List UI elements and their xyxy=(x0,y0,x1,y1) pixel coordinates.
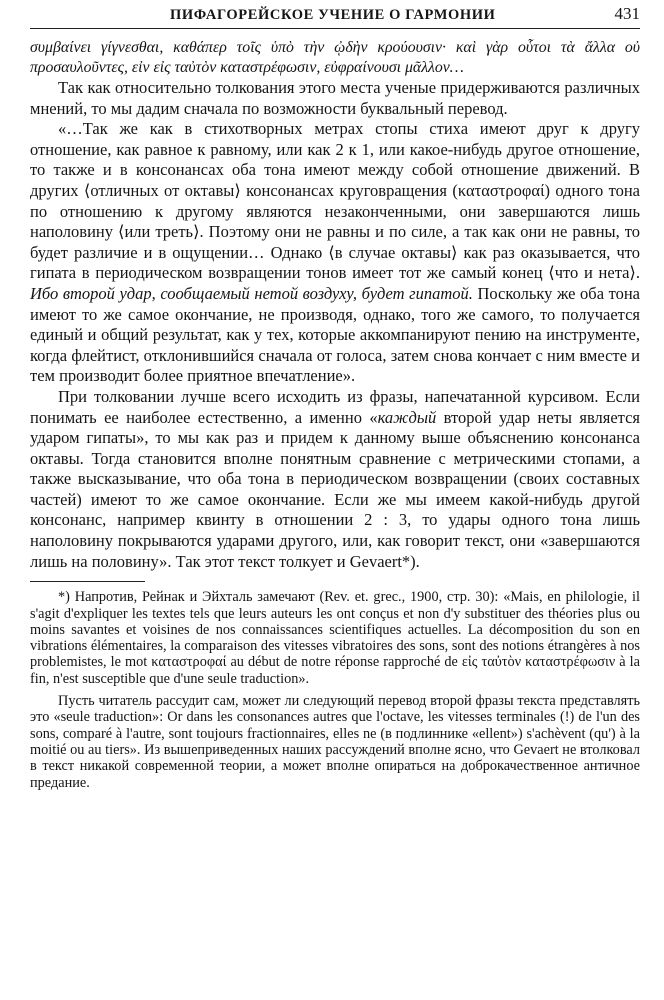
running-header xyxy=(30,2,640,29)
page-body xyxy=(30,38,640,791)
footnote-divider xyxy=(30,581,145,582)
translation-text-start: «…Так же как в стихотворных метрах стопы стиха имеют друг к другу отношение, как равное к равному, или как 2 к 1, или какое-нибудь другое отношение, то также и в консонансах оба тона имеют между собой отношение движений. В других ⟨отличных от октавы⟩ консонансах круговращения (καταστροφαί) одного тона по отношению к другому являются незаконченными, они завершаются лишь наполовину ⟨или треть⟩. Поэтому они не равны и по силе, а так как они не равны, то будет различие и в ощущении… Однако ⟨в случае октавы⟩ как раз оказывается, что гипата в периодическом возвращении тонов имеет тот же самый конец ⟨что и нета⟩. xyxy=(30,119,640,283)
translation-italic-phrase: Ибо второй удар, сообщаемый нетой воздуху, будет гипатой. xyxy=(30,283,473,303)
greek-quote: συμβαίνει γίγνεσθαι, καθάπερ τοῖς ὑπὸ τὴν ᾠδὴν κρούουσιν· καὶ γὰρ οὗτοι τὰ ἄλλα οὐ προσαυλοῦντες, εἰν εἰς ταὐτὸν καταστρέφωσιν, εὐφραίνουσι μᾶλλον… xyxy=(30,39,640,76)
translation-text-end: Поскольку же оба тона имеют то же самое окончание, не производя, однако, того же самого, то получается единый и общий результат, как у тех, которые аккомпанируют пению на инструменте, когда флейтист, отклонившийся сначала от голоса, затем снова кончает с ним вместе и тем производит более приятное впечатление». xyxy=(30,283,641,386)
translation-paragraph xyxy=(30,119,640,387)
commentary-text-start: При толковании лучше всего исходить из фразы, напечатанной курсивом. Если понимать ее наиболее естественно, а именно « xyxy=(30,386,640,427)
commentary-text-end: второй удар неты является ударом гипаты», то мы как раз и придем к данному выше объяснению консонанса октавы. Тогда становится вполне понятным сравнение с метрическими стопами, а также высказывание, что оба тона в периодическом возвращении (своих составных частей) имеют то же самое окончание. Если же мы имеем какой-нибудь другой консонанс, например квинту в отношении 2 : 3, то удары одного тона лишь наполовину покрываются ударами другого, или, как говорит текст, они «завершаются лишь на половину». Так этот текст толкует и Gevaert*). xyxy=(30,407,640,571)
running-title: ПИФАГОРЕЙСКОЕ УЧЕНИЕ О ГАРМОНИИ xyxy=(170,7,496,23)
footnote-second: Пусть читатель рассудит сам, может ли следующий перевод второй фразы текста представлять это «seule traduction»: Or dans les consonances autres que l'octave, les vitesses terminales (!) de l'un des sons, comparé à l'autre, sont toujours fractionnaires, elles ne (в подлиннике «ellent») s'achèvent (qu') à la moitié ou au tiers». Из вышеприведенных наших рассуждений вполне ясно, что Gevaert не втолковал в текст никакой современной теории, а может вполне опираться на доброкачественное античное предание. xyxy=(30,693,640,791)
intro-paragraph: Так как относительно толкования этого места ученые придерживаются различных мнений, то мы дадим сначала по возможности буквальный перевод. xyxy=(30,78,640,118)
commentary-paragraph xyxy=(30,387,640,572)
footnote-first: *) Напротив, Рейнак и Эйхталь замечают (Rev. et. grec., 1900, стр. 30): «Mais, en philologie, il s'agit d'expliquer les textes tels que leurs auteurs les ont conçus et non d'y substituer des théories plus ou moins savantes et voisines de nos connaissances scientifiques actuelles. La décomposition du son en vibrations élémentaires, la comparaison des vitesses vibratoires des sons, sont des notions étrangères à nos problemistes, le mot καταστροφαί au début de notre réponse rapproché de εἰς ταὐτὸν καταστρέφωσιν à la fin, n'est susceptible que d'une seule traduction». xyxy=(30,589,640,687)
page-number: 431 xyxy=(614,4,640,23)
commentary-italic-word: каждый xyxy=(377,407,437,427)
